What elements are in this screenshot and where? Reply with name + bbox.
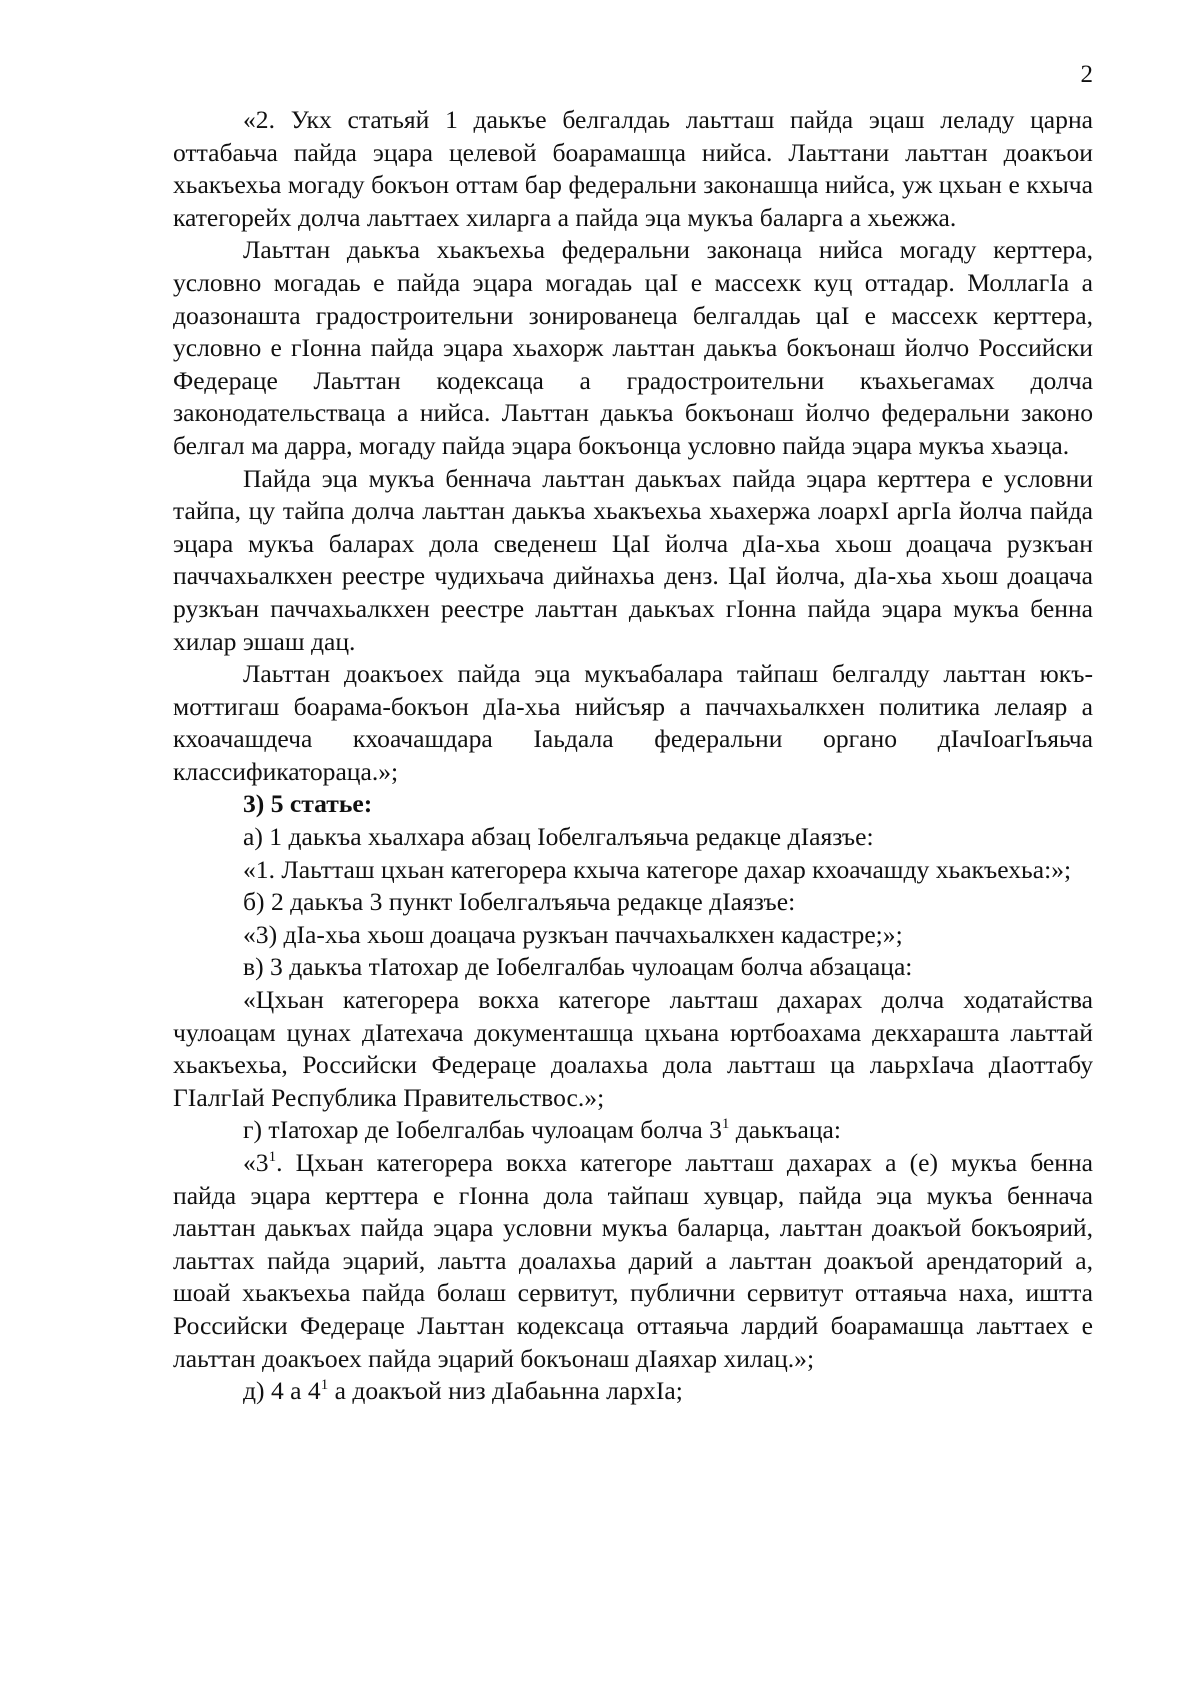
item-g-quote [173, 1147, 1093, 1375]
item-d-text: д) 4 а 4 [243, 1376, 321, 1406]
item-d-text-end: а доакъой низ дIабаьнна лархIа; [328, 1376, 683, 1406]
item-v: в) 3 даькъа тIатохар де Iобелгалбаь чулоацам болча абзацаца: [243, 952, 913, 982]
paragraph-registry: Пайда эца мукъа беннача лаьттан даькъах пайда эцара керттера е условни тайпа, цу тайпа долча лаьттан даькъа хьакъехьа хьахержа лоархI аргIа йолча пайда эцара мукъа баларах дола сведенеш ЦаI йолча дIа-хьа хьош доацача рузкъан паччахьалкхен реестре чудихьача дийнахьа денз. ЦаI йолча, дIа-хьа хьош доацача рузкъан паччахьалкхен реестре лаьттан даькъах гIонна пайда эцара мукъа бенна хилар эшаш дац. [173, 463, 1093, 656]
item-a-quote: «1. Лаьтташ цхьан категорера кхыча категоре дахар кхоачашду хьакъехьа:»; [243, 854, 1072, 884]
section-heading: 3) 5 статье: [243, 789, 373, 819]
item-a: а) 1 даькъа хьалхара абзац Iобелгалъяьча редакце дIаязъе: [243, 822, 874, 852]
item-g-text: г) тIатохар де Iобелгалбаь чулоацам болча 3 [243, 1115, 722, 1145]
item-g-quote-superscript: 1 [268, 1149, 277, 1165]
item-g [173, 1114, 1093, 1147]
paragraph-article-2: «2. Укх статьяй 1 даькъе белгалдаь лаьтташ пайда эцаш леладу царна оттабаьча пайда эцара целевой боарамашца нийса. Лаьттани лаьттан доакъои хьакъехьа могаду бокъон оттам бар федеральни законашца нийса, уж цхьан е кхыча категорейх долча лаьттаех хиларга а пайда эца мукъа баларга а хьежжа. [173, 105, 1093, 232]
document-body [173, 104, 1093, 1408]
paragraph-land-use-types: Лаьттан даькъа хьакъехьа федеральни законаца нийса могаду керттера, условно могадаь е пайда эцара могадаь цаI е массехк куц оттадар. МоллагIа а доазонашта градостроительни зонированеца белгалдаь цаI е массехк керттера, условно е гIонна пайда эцара хьахорж лаьттан даькъа бокъонаш йолчо Российски Федераце Лаьттан кодексаца а градостроительни къахьегамах долча законодательстваца а нийса. Лаьттан даькъа бокъонаш йолчо федеральни законо белгал ма дарра, могаду пайда эцара бокъонца условно пайда эцара мукъа хьаэца. [173, 235, 1093, 460]
item-g-quote-start: «3 [243, 1148, 269, 1177]
item-d-superscript: 1 [320, 1377, 329, 1394]
item-d [173, 1375, 1093, 1408]
paragraph-classifier: Лаьттан доакъоех пайда эца мукъабалара тайпаш белгалду лаьттан юкъ-моттигаш боарама-бокъон дIа-хьа нийсъяр а паччахьалкхен политика лелаяр а кхоачашдеча кхоачашдара Iаьдала федеральни органо дIачIоагIъяьча классификатораца.»; [173, 659, 1093, 786]
item-v-quote: «Цхьан категорера вокха категоре лаьтташ дахарах долча ходатайства чулоацам цунах дIатехача документашца цхьана юртбоахама декхарашта лаьттай хьакъехьа, Российски Федераце доалахьа дола лаьтташ ца лаьрхIача дIаоттабу ГIалгIай Республика Правительствос.»; [173, 985, 1093, 1112]
item-g-superscript: 1 [721, 1116, 730, 1133]
page-number: 2 [1080, 61, 1093, 88]
item-b: б) 2 даькъа 3 пункт Iобелгалъяьча редакце дIаязъе: [243, 887, 796, 917]
item-g-quote-text: . Цхьан категорера вокха категоре лаьтташ дахарах а (е) мукъа бенна пайда эцара керттера е гIонна дола тайпаш хувцар, пайда эца мукъа беннача лаьттан даькъах пайда эцара условни мукъа баларца, лаьттан доакъой бокъоярий, лаьттах пайда эцарий, лаьтта доалахьа дарий а лаьттан доакъой арендаторий а, шоай хьакъехьа пайда болаш сервитут, публични сервитут оттаяьча наха, иштта Российски Федераце Лаьттан кодексаца оттаяьча лардий боарамашца лаьттаех е лаьттан доакъоех пайда эцарий бокъонаш дIаяхар хилац.»; [173, 1148, 1093, 1373]
item-g-text-end: даькъаца: [729, 1115, 842, 1145]
item-b-quote: «3) дIа-хьа хьош доацача рузкъан паччахьалкхен кадастре;»; [243, 919, 903, 949]
